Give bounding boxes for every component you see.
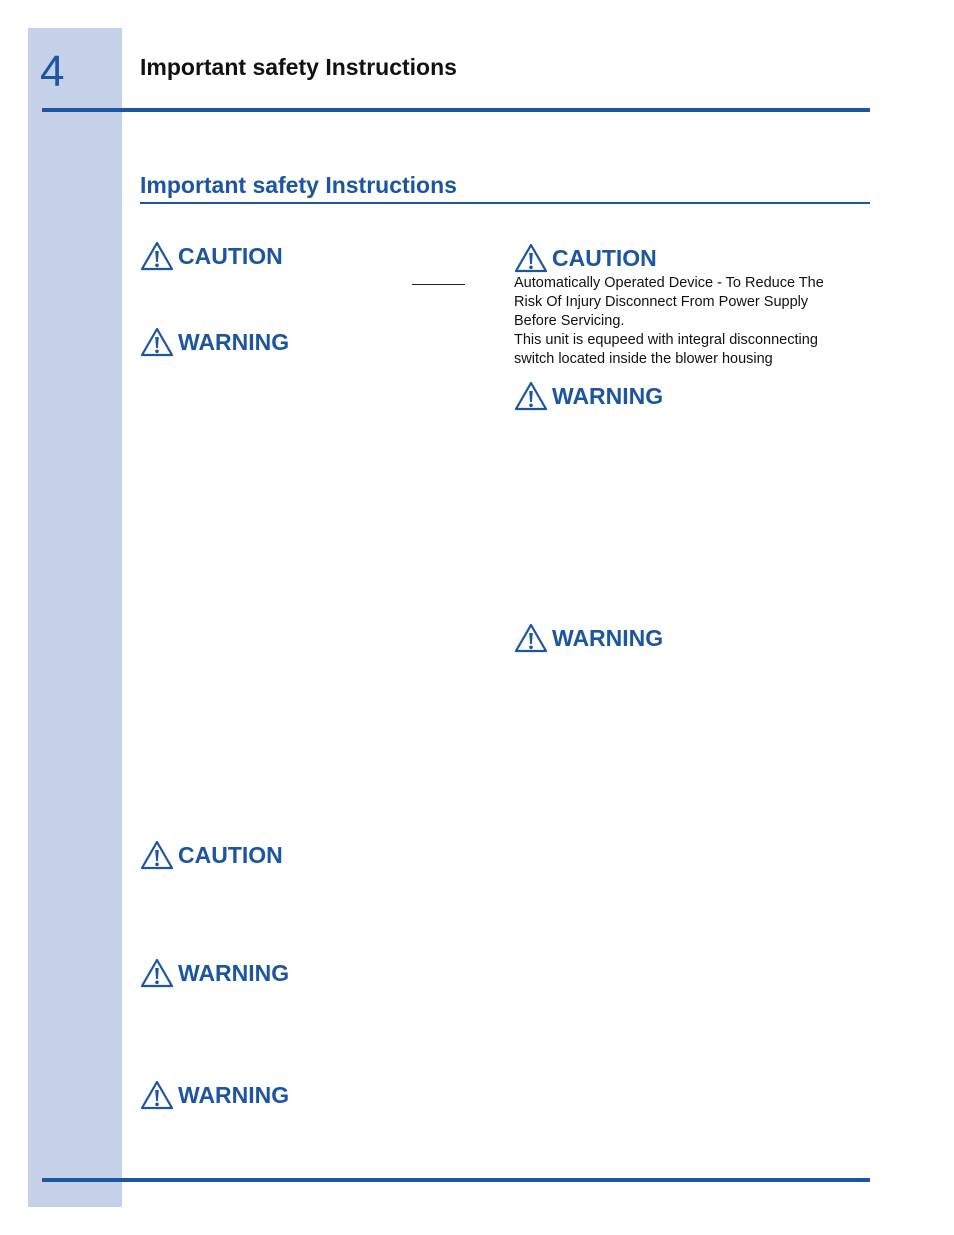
- caution-label-right: [514, 243, 657, 273]
- caution-line: Automatically Operated Device - To Reduce The: [514, 275, 824, 291]
- caution-label-1: [140, 241, 283, 271]
- warning-triangle-icon: [514, 381, 548, 411]
- caution-text: CAUTION: [552, 244, 657, 271]
- warning-triangle-icon: [514, 243, 548, 273]
- warning-text: WARNING: [178, 328, 290, 355]
- header-rule: [42, 108, 870, 112]
- warning-triangle-icon: [140, 327, 174, 357]
- caution-line: switch located inside the blower housing: [514, 351, 773, 367]
- warning-triangle-icon: [140, 241, 174, 271]
- divider: [412, 284, 465, 285]
- warning-label-right-2: [514, 623, 663, 653]
- warning-text: WARNING: [552, 382, 664, 409]
- section-title: Important safety Instructions: [140, 172, 457, 198]
- warning-label-1: [140, 327, 289, 357]
- caution-body-text: [514, 274, 854, 369]
- warning-triangle-icon: [140, 1080, 174, 1110]
- header-title: Important safety Instructions: [140, 54, 457, 80]
- caution-line: This unit is equpeed with integral disconnecting: [514, 332, 818, 348]
- warning-text: WARNING: [178, 959, 290, 986]
- warning-label-right-1: [514, 381, 663, 411]
- page-number: 4: [40, 47, 65, 96]
- warning-triangle-icon: [140, 840, 174, 870]
- warning-triangle-icon: [140, 958, 174, 988]
- page-sidebar: [28, 28, 122, 1207]
- footer-rule: [42, 1178, 870, 1182]
- warning-label-3: [140, 1080, 289, 1110]
- section-rule: [140, 202, 870, 204]
- caution-line: Before Servicing.: [514, 313, 625, 329]
- caution-text: CAUTION: [178, 242, 283, 269]
- caution-line: Risk Of Injury Disconnect From Power Supply: [514, 294, 809, 310]
- warning-triangle-icon: [514, 623, 548, 653]
- warning-text: WARNING: [178, 1081, 290, 1108]
- warning-label-2: [140, 958, 289, 988]
- caution-label-2: [140, 840, 283, 870]
- warning-text: WARNING: [552, 624, 664, 651]
- caution-text: CAUTION: [178, 841, 283, 868]
